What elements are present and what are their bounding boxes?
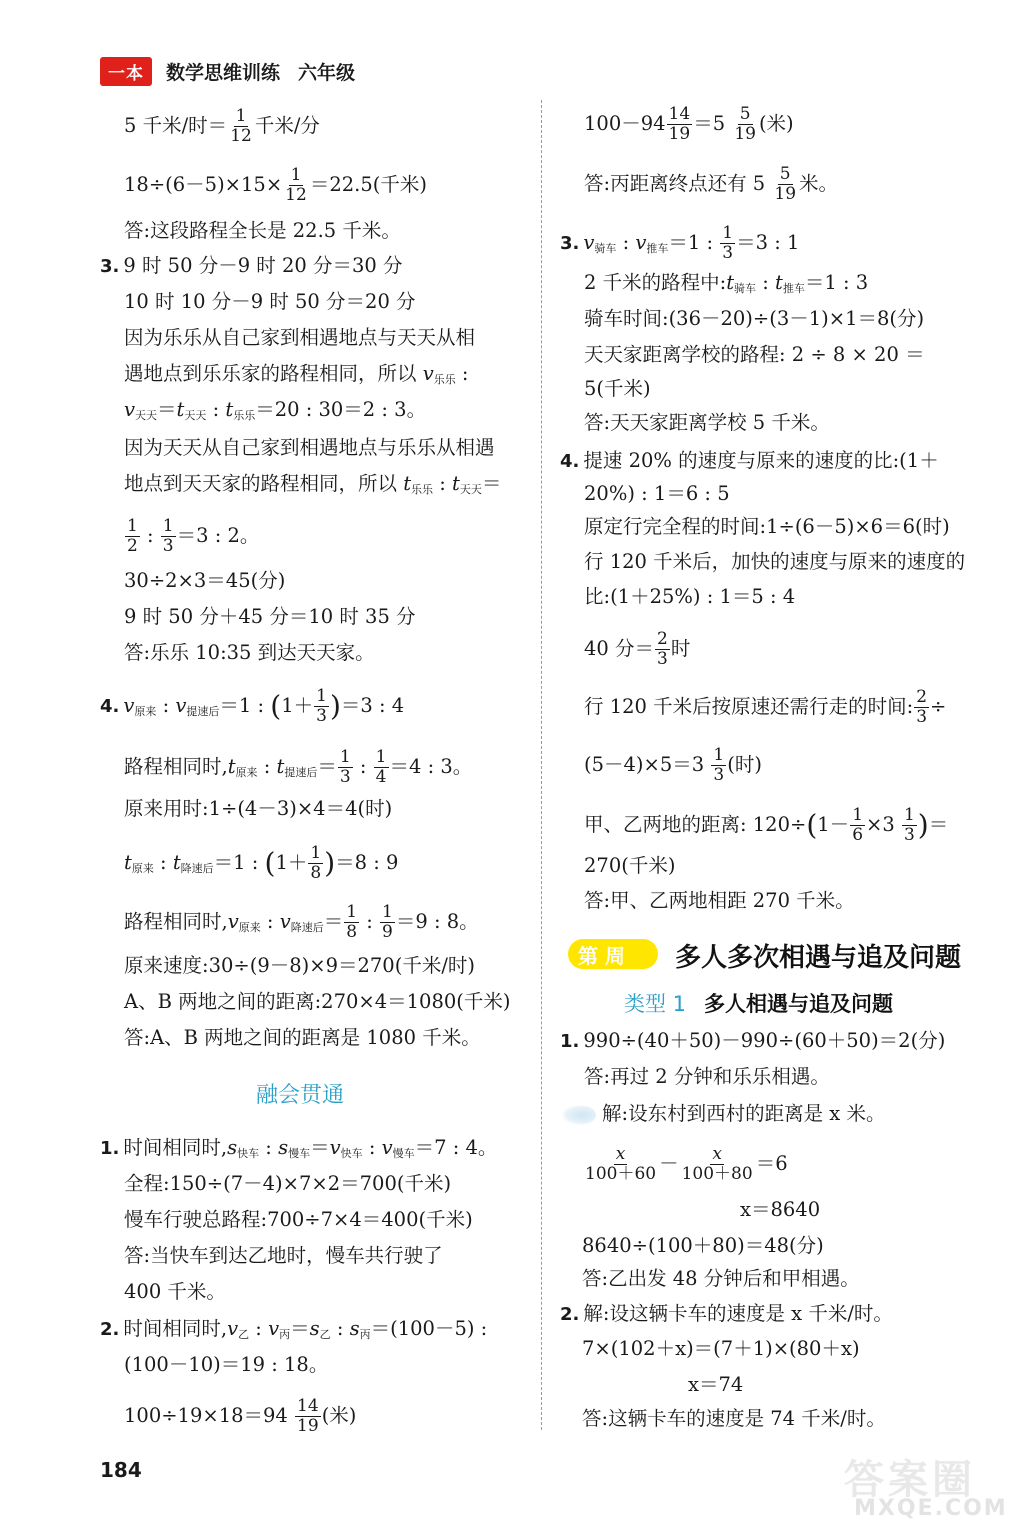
line: 1. 990÷(40＋50)－990÷(60＋50)＝2(分) (560, 1029, 946, 1052)
line: 全程:150÷(7－4)×7×2＝700(千米) (124, 1172, 452, 1195)
line: 10 时 10 分－9 时 50 分＝20 分 (124, 290, 416, 313)
line: 1. 时间相同时$,s_{快车}$ : $s_{慢车}=v_{快车}$ : $v_{慢车}=7$ : 4。 (100, 1136, 498, 1160)
line: x＝74 (688, 1373, 744, 1396)
line: 原来速度:30÷(9－8)×9＝270(千米/时) (124, 954, 476, 977)
line: 20%) : 1＝6 : 5 (584, 482, 730, 505)
answer-line: 答:A、B 两地之间的距离是 1080 千米。 (124, 1026, 481, 1049)
section-title: 融会贯通 (256, 1083, 345, 1108)
line: (5－4)×5＝3 $\frac{1}{3}$ (时) (584, 745, 762, 785)
answer-line: 答:甲、乙两地相距 270 千米。 (584, 889, 855, 912)
fraction: $\frac{1}{12}$ (230, 106, 252, 146)
line: 2. 解:设这辆卡车的速度是 x 千米/时。 (560, 1302, 893, 1325)
line: 2. 时间相同时$,v_乙$ : $v_丙=s_乙$ : $s_丙=(100-5)$ : (100, 1317, 488, 1341)
line: 因为乐乐从自己家到相遇地点与天天从相 (124, 326, 476, 349)
line: 100－94 $\frac{14}{19}$ ＝5 $\frac{5}{19}$ (米) (584, 104, 794, 144)
line: 路程相同时$,t_{原来}$ : $t_{提速后}=$ $\frac{1}{3}$ : $\frac{1}{4}$ ＝4 : 3。 (124, 747, 473, 787)
line: A、B 两地之间的距离:270×4＝1080(千米) (124, 990, 511, 1013)
line: 4. 提速 20% 的速度与原来的速度的比:(1＋ (560, 449, 939, 472)
question-number: 2. (560, 1304, 580, 1325)
line: $v_{天天}=t_{天天}$ : $t_{乐乐}=20$ : 30＝2 : 3。 (124, 398, 427, 422)
page-number: 184 (100, 1458, 142, 1482)
answer-line: 答:丙距离终点还有 5 $\frac{5}{19}$ 米。 (584, 164, 839, 204)
line: 天天家距离学校的路程: 2 ÷ 8 × 20 ＝ (584, 343, 925, 366)
question-number: 4. (100, 696, 120, 717)
book-grade: 六年级 (298, 61, 356, 84)
fraction: $\frac{1}{12}$ (285, 165, 307, 205)
line: 2 千米的路程中$:t_{骑车}$ : $t_{推车}=1$ : 3 (584, 271, 869, 295)
line: 5(千米) (584, 377, 651, 400)
line: 慢车行驶总路程:700÷7×4＝400(千米) (124, 1208, 473, 1231)
line: 地点到天天家的路程相同，所以 $t_{乐乐}$ : $t_{天天}=$ (124, 472, 502, 496)
line: 行 120 千米后，加快的速度与原来的速度的 (584, 550, 966, 573)
column-divider (541, 100, 542, 1430)
line: 遇地点到乐乐家的路程相同，所以 $v_{乐乐}$ : (124, 362, 469, 386)
question-number: 3. (100, 256, 120, 277)
answer-line: 答:这段路程全长是 22.5 千米。 (124, 219, 401, 242)
line: 行 120 千米后按原速还需行走的时间: $\frac{2}{3}$ ÷ (584, 687, 947, 727)
line: 比:(1＋25%) : 1＝5 : 4 (584, 585, 796, 608)
line: 30÷2×3＝45(分) (124, 569, 286, 592)
question-number: 2. (100, 1319, 120, 1340)
question-number: 3. (560, 233, 580, 254)
line: (100－10)＝19 : 18。 (124, 1353, 329, 1376)
bubble-icon (562, 1105, 596, 1125)
answer-line: 答:乐乐 10:35 到达天天家。 (124, 641, 375, 664)
answer-line: 答:再过 2 分钟和乐乐相遇。 (584, 1065, 830, 1088)
watermark: 答案圈 MXQE.COM (844, 1457, 1008, 1521)
question-number: 4. (560, 451, 580, 472)
line: 270(千米) (584, 854, 676, 877)
book-title: 数学思维训练 (166, 61, 281, 84)
line: 3. $v_{骑车}$ : $v_{推车}=1$ : $\frac{1}{3}$ ＝3 : 1 (560, 223, 800, 263)
line: 40 分＝ $\frac{2}{3}$ 时 (584, 629, 691, 669)
line: 骑车时间:(36－20)÷(3－1)×1＝8(分) (584, 307, 925, 330)
line: 路程相同时$,v_{原来}$ : $v_{降速后}=$ $\frac{1}{8}$ : $\frac{1}{9}$ ＝9 : 8。 (124, 902, 479, 942)
equation-line: $\frac{x}{100+60}$ － $\frac{x}{100+80}$ ＝6 (585, 1144, 788, 1184)
answer-line: 400 千米。 (124, 1280, 226, 1303)
line: 4. $v_{原来}$ : $v_{提速后}=1$ : (1＋ $\frac{1}{3}$ )＝3 : 4 (100, 686, 405, 726)
brand-logo: 一本 (100, 57, 152, 86)
line: 18÷(6－5)×15× $\frac{1}{12}$ ＝22.5(千米) (124, 165, 427, 205)
line: 7×(102＋x)＝(7＋1)×(80＋x) (582, 1337, 860, 1360)
answer-line: 答:乙出发 48 分钟后和甲相遇。 (582, 1267, 860, 1290)
week-title: 多人多次相遇与追及问题 (675, 943, 962, 973)
line: 原定行完全程的时间:1÷(6－5)×6＝6(时) (584, 515, 950, 538)
question-number: 1. (100, 1138, 120, 1159)
answer-line: 答:天天家距离学校 5 千米。 (584, 411, 830, 434)
answer-line: 答:当快车到达乙地时，慢车共行驶了 (124, 1244, 443, 1267)
answer-line: 答:这辆卡车的速度是 74 千米/时。 (582, 1407, 886, 1430)
line: $t_{原来}$ : $t_{降速后}=1$ : (1＋ $\frac{1}{8}$ )＝8 : 9 (124, 843, 399, 883)
week-badge: 第 周 (568, 939, 658, 969)
line: $\frac{1}{2}$ : $\frac{1}{3}$ ＝3 : 2。 (127, 516, 260, 556)
line: 解:设东村到西村的距离是 x 米。 (562, 1101, 885, 1127)
line: 9 时 50 分＋45 分＝10 时 35 分 (124, 605, 416, 628)
line: 8640÷(100＋80)＝48(分) (582, 1234, 824, 1257)
question-number: 1. (560, 1031, 580, 1052)
page-header (100, 56, 355, 86)
line: 5 千米/时＝ $\frac{1}{12}$ 千米/分 (124, 106, 320, 146)
type-title: 类型 1 多人相遇与追及问题 (624, 992, 894, 1016)
line: 100÷19×18＝94 $\frac{14}{19}$ (米) (124, 1396, 357, 1436)
line: 甲、乙两地的距离: 120÷(1－ $\frac{1}{6}$ ×3 $\frac{1}{3}$ )＝ (584, 805, 949, 845)
line: 3. 9 时 50 分－9 时 20 分＝30 分 (100, 254, 403, 277)
line: x＝8640 (740, 1198, 821, 1221)
line: 原来用时:1÷(4－3)×4＝4(时) (124, 797, 393, 820)
line: 因为天天从自己家到相遇地点与乐乐从相遇 (124, 436, 495, 459)
